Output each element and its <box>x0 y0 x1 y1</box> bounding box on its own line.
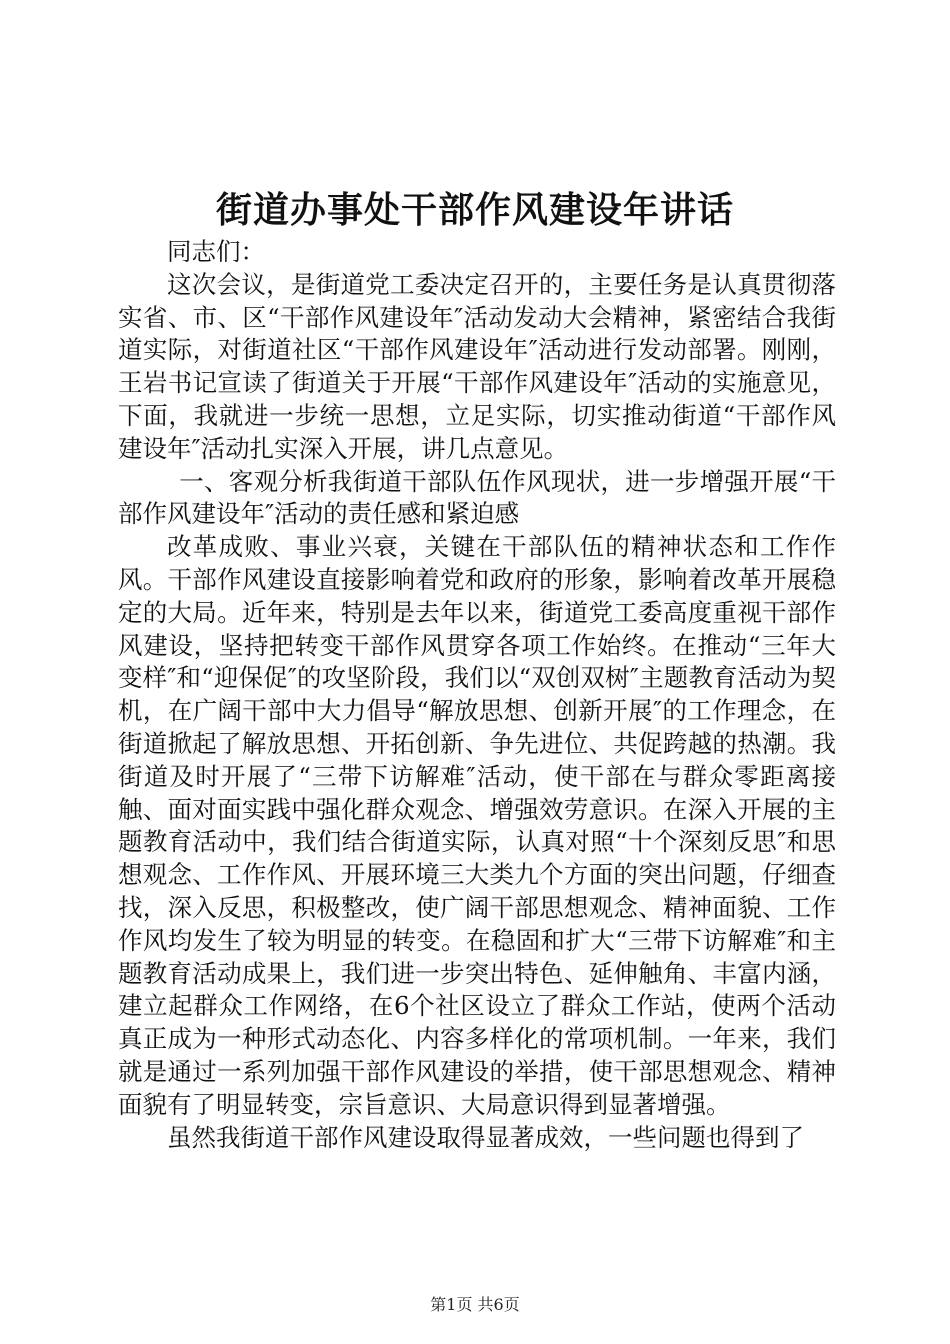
salutation: 同志们： <box>167 237 265 266</box>
page-number: 第1页 共6页 <box>430 1295 520 1314</box>
paragraph-section-1: 改革成败、事业兴衰，关键在干部队伍的精神状态和工作作风。干部作风建设直接影响着党和政府的形象，影响着改革开展稳定的大局。近年来，特别是去年以来，街道党工委高度重视干部作风建设，坚持把转变干部作风贯穿各项工作始终。在推动“三年大变样″和“迎保促″的攻坚阶段，我们以“双创双树″主题教育活动为契机，在广阔干部中大力倡导“解放思想、创新开展″的工作理念，在街道掀起了解放思想、开拓创新、争先进位、共促跨越的热潮。我街道及时开展了“三带下访解难″活动，使干部在与群众零距离接触、面对面实践中强化群众观念、增强效劳意识。在深入开展的主题教育活动中，我们结合街道实际，认真对照“十个深刻反思″和思想观念、工作作风、开展环境三大类九个方面的突出问题，仔细查找，深入反思，积极整改，使广阔干部思想观念、精神面貌、工作作风均发生了较为明显的转变。在稳固和扩大“三带下访解难″和主题教育活动成果上，我们进一步突出特色、延伸触角、丰富内涵，建立起群众工作网络，在6个社区设立了群众工作站，使两个活动真正成为一种形式动态化、内容多样化的常项机制。一年来，我们就是通过一系列加强干部作风建设的举措，使干部思想观念、精神面貌有了明显转变，宗旨意识、大局意识得到显著增强。 <box>118 532 836 1119</box>
document-body <box>118 236 836 1154</box>
paragraph-intro: 这次会议，是街道党工委决定召开的，主要任务是认真贯彻落实省、市、区“干部作风建设年″活动发动大会精神，紧密结合我街道实际，对街道社区“干部作风建设年″活动进行发动部署。刚刚，王岩书记宣读了街道关于开展“干部作风建设年″活动的实施意见，下面，我就进一步统一思想，立足实际，切实推动街道“干部作风建设年″活动扎实深入开展，讲几点意见。 <box>118 269 836 463</box>
document-title: 街道办事处干部作风建设年讲话 <box>215 189 734 231</box>
section-heading-1: 一、客观分析我街道干部队伍作风现状，进一步增强开展“干部作风建设年″活动的责任感和紧迫感 <box>118 466 836 529</box>
paragraph-continuation: 虽然我街道干部作风建设取得显著成效，一些问题也得到了 <box>167 1122 804 1152</box>
